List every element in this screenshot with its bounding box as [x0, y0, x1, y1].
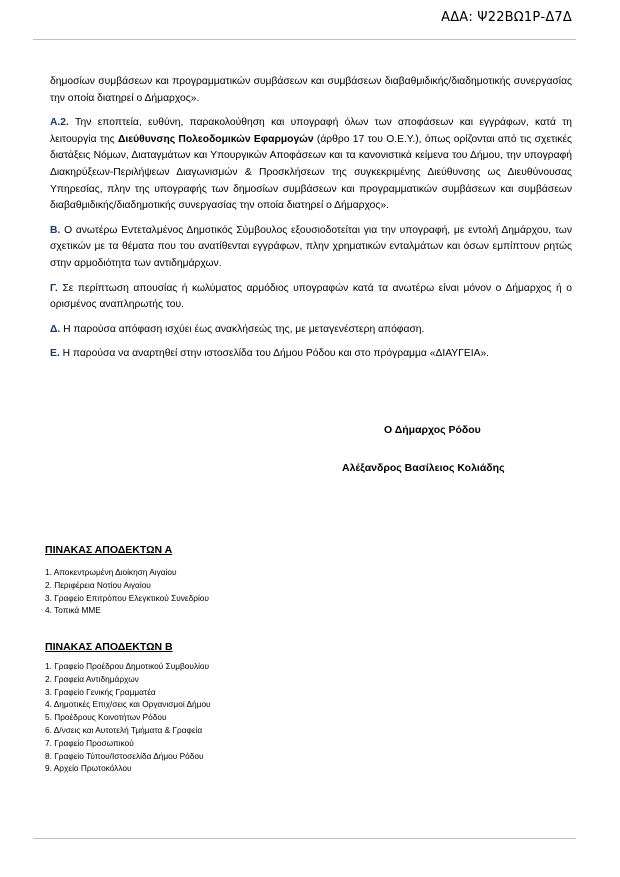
list-item: 1. Αποκεντρωμένη Διοίκηση Αιγαίου	[45, 567, 177, 577]
list-item: 8. Γραφείο Τύπου/Ιστοσελίδα Δήμου Ρόδου	[45, 750, 204, 761]
list-item: 6. Δ/νσεις και Αυτοτελή Τμήματα & Γραφεία	[45, 724, 203, 735]
recipients-a-heading: ΠΙΝΑΚΑΣ ΑΠΟΔΕΚΤΩΝ Α	[45, 544, 173, 556]
signature-title: Ο Δήμαρχος Ρόδου	[384, 424, 481, 436]
list-item: 1. Γραφείο Προέδρου Δημοτικού Συμβουλίου	[45, 661, 210, 671]
footer-divider	[33, 838, 576, 839]
paragraph-text: Την εποπτεία, ευθύνη, παρακολούθηση και υπογραφή όλων των αποφάσεων και εγγράφων, κατά τη λειτουργία της	[50, 117, 572, 145]
list-item: 4. Δημοτικές Επιχ/σεις και Οργανισμοί Δήμου	[45, 699, 211, 710]
paragraph-text: (άρθρο 17 του Ο.Ε.Υ.), όπως ορίζονται από τις σχετικές διατάξεις Νόμων, Διαταγμάτων και Υπουργικών Αποφάσεων και τα κανονιστικά κείμενα του Δήμου, την υπογραφή Διακηρύξεων-Περιλήψεων Διαγωνισμών & Προσκλήσεων της συγκεκριμένης Διεύθυνσης ως Διευθύνουσας Υπηρεσίας, πλην της υπογραφής των δημοσίων συμβάσεων και προγραμματικών συμβάσεων και συμβάσεων διαβαθμιδικής/διαδημοτικής συνεργασίας την οποία διατηρεί ο Δήμαρχος».	[50, 133, 572, 212]
list-item: 2. Περιφέρεια Νοτίου Αιγαίου	[45, 579, 151, 590]
list-item: 3. Γραφείο Επιτρόπου Ελεγκτικού Συνεδρίου	[45, 592, 209, 603]
recipients-b-list	[45, 660, 211, 775]
paragraph-b	[50, 223, 572, 273]
paragraph-e	[50, 346, 572, 363]
paragraph-label: Γ.	[50, 282, 58, 294]
paragraph-text: Σε περίπτωση απουσίας ή κωλύματος αρμόδιος υπογραφών κατά τα ανωτέρω είναι μόνον ο Δήμαρχος ή ο ορισμένος αναπληρωτής του.	[50, 282, 572, 311]
paragraph-label: Β.	[50, 224, 61, 236]
paragraph-text: Η παρούσα να αναρτηθεί στην ιστοσελίδα του Δήμου Ρόδου και στο πρόγραμμα «ΔΙΑΥΓΕΙΑ».	[59, 348, 490, 360]
paragraph-text: Ο ανωτέρω Εντεταλμένος Δημοτικός Σύμβουλος εξουσιοδοτείται για την υπογραφή, με εντολή Δημάρχου, των σχετικών με τα θέματα που του ανατίθενται εγγράφων, πλην χρηματικών ενταλμάτων και όσων εμπίπτουν ρητώς στην αρμοδιότητα των αντιδημάρχων.	[50, 224, 572, 269]
paragraph-label: Α.2.	[50, 117, 69, 129]
document-body	[50, 74, 572, 371]
paragraph-g	[50, 281, 572, 314]
list-item: 7. Γραφείο Προσωπικού	[45, 737, 134, 748]
signature-name: Αλέξανδρος Βασίλειος Κολιάδης	[342, 462, 505, 474]
recipients-b-heading: ΠΙΝΑΚΑΣ ΑΠΟΔΕΚΤΩΝ Β	[45, 641, 173, 653]
paragraph-label: Ε.	[50, 348, 60, 360]
list-item: 2. Γραφεία Αντιδημάρχων	[45, 673, 139, 684]
ada-code: ΑΔΑ: Ψ22ΒΩ1Ρ-Δ7Δ	[441, 10, 572, 25]
list-item: 9. Αρχείο Πρωτοκόλλου	[45, 763, 132, 774]
intro-paragraph: δημοσίων συμβάσεων και προγραμματικών συμβάσεων και συμβάσεων διαβαθμιδικής/διαδημοτικής συνεργασίας την οποία διατηρεί ο Δήμαρχος».	[50, 76, 572, 104]
paragraph-label: Δ.	[50, 323, 61, 335]
list-item: 4. Τοπικά ΜΜΕ	[45, 605, 101, 616]
paragraph-d	[50, 322, 572, 339]
paragraph-text: Η παρούσα απόφαση ισχύει έως ανακλήσεώς της, με μεταγενέστερη απόφαση.	[60, 323, 425, 335]
paragraph-a2	[50, 115, 572, 215]
header-divider	[33, 39, 576, 40]
list-item: 3. Γραφείο Γενικής Γραμματέα	[45, 686, 156, 697]
recipients-a-list	[45, 566, 209, 617]
department-name: Διεύθυνσης Πολεοδομικών Εφαρμογών	[117, 133, 314, 145]
list-item: 5. Προέδρους Κοινοτήτων Ρόδου	[45, 712, 167, 723]
